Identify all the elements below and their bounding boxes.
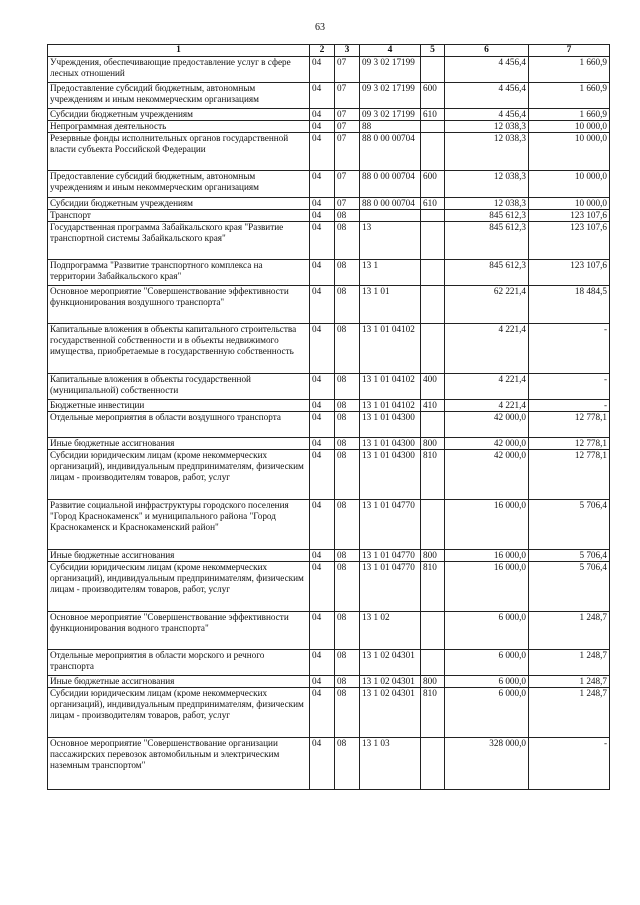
table-row: [48, 260, 610, 286]
item-name: Отдельные мероприятия в области воздушного транспорта: [48, 412, 310, 438]
expense-type-code: [421, 324, 445, 374]
amount-2019: 42 000,0: [445, 412, 529, 438]
subsection-code: 08: [335, 676, 360, 688]
section-code: 04: [310, 133, 335, 171]
table-row: [48, 688, 610, 738]
table-row: [48, 438, 610, 450]
table-row: [48, 83, 610, 109]
expense-type-code: [421, 286, 445, 324]
amount-2019: 4 456,4: [445, 109, 529, 121]
target-code: 88 0 00 00704: [360, 171, 421, 198]
section-code: 04: [310, 650, 335, 676]
expense-type-code: [421, 210, 445, 222]
subsection-code: 07: [335, 121, 360, 133]
item-name: Государственная программа Забайкальского края "Развитие транспортной системы Забайкальского края": [48, 222, 310, 260]
item-name: Резервные фонды исполнительных органов государственной власти субъекта Российской Федерации: [48, 133, 310, 171]
amount-2019: 845 612,3: [445, 222, 529, 260]
amount-2020: 18 484,5: [529, 286, 610, 324]
target-code: 09 3 02 17199: [360, 83, 421, 109]
section-code: 04: [310, 562, 335, 612]
section-code: 04: [310, 324, 335, 374]
target-code: 13 1 01 04770: [360, 500, 421, 550]
section-code: 04: [310, 438, 335, 450]
item-name: Основное мероприятие "Совершенствование организации пассажирских перевозок автомобильным и электрическим наземным транспортом": [48, 738, 310, 790]
table-row: [48, 450, 610, 500]
expense-type-code: [421, 738, 445, 790]
expense-type-code: [421, 412, 445, 438]
section-code: 04: [310, 500, 335, 550]
amount-2019: 4 456,4: [445, 83, 529, 109]
item-name: Иные бюджетные ассигнования: [48, 676, 310, 688]
col-header: 5: [421, 45, 445, 57]
amount-2020: 123 107,6: [529, 260, 610, 286]
target-code: 88 0 00 00704: [360, 133, 421, 171]
table-row: [48, 198, 610, 210]
table-row: [48, 562, 610, 612]
expense-type-code: [421, 260, 445, 286]
item-name: Иные бюджетные ассигнования: [48, 438, 310, 450]
expense-type-code: 810: [421, 688, 445, 738]
subsection-code: 07: [335, 83, 360, 109]
item-name: Учреждения, обеспечивающие предоставление услуг в сфере лесных отношений: [48, 57, 310, 83]
item-name: Субсидии юридическим лицам (кроме некоммерческих организаций), индивидуальным предпринимателям, физическим лицам - производителям товаров, работ, услуг: [48, 688, 310, 738]
section-code: 04: [310, 374, 335, 400]
item-name: Основное мероприятие "Совершенствование эффективности функционирования воздушного транспорта": [48, 286, 310, 324]
section-code: 04: [310, 550, 335, 562]
expense-type-code: [421, 133, 445, 171]
target-code: [360, 210, 421, 222]
amount-2020: 1 248,7: [529, 688, 610, 738]
amount-2019: 6 000,0: [445, 650, 529, 676]
subsection-code: 07: [335, 171, 360, 198]
subsection-code: 08: [335, 400, 360, 412]
item-name: Непрограммная деятельность: [48, 121, 310, 133]
table-row: [48, 738, 610, 790]
item-name: Отдельные мероприятия в области морского и речного транспорта: [48, 650, 310, 676]
expense-type-code: [421, 612, 445, 650]
table-row: [48, 676, 610, 688]
page-number: 63: [315, 22, 325, 33]
item-name: Субсидии юридическим лицам (кроме некоммерческих организаций), индивидуальным предпринимателям, физическим лицам - производителям товаров, работ, услуг: [48, 450, 310, 500]
item-name: Развитие социальной инфраструктуры городского поселения "Город Краснокаменск" и муниципального района "Город Краснокаменск и Краснокаменский район": [48, 500, 310, 550]
col-header: 2: [310, 45, 335, 57]
section-code: 04: [310, 450, 335, 500]
subsection-code: 07: [335, 109, 360, 121]
amount-2020: -: [529, 400, 610, 412]
expense-type-code: 810: [421, 450, 445, 500]
amount-2020: 12 778,1: [529, 412, 610, 438]
subsection-code: 08: [335, 450, 360, 500]
subsection-code: 08: [335, 612, 360, 650]
section-code: 04: [310, 688, 335, 738]
expense-type-code: 800: [421, 438, 445, 450]
section-code: 04: [310, 738, 335, 790]
amount-2019: 42 000,0: [445, 438, 529, 450]
budget-table: [47, 44, 610, 790]
subsection-code: 08: [335, 374, 360, 400]
subsection-code: 08: [335, 550, 360, 562]
target-code: 13 1 02 04301: [360, 676, 421, 688]
amount-2019: 16 000,0: [445, 500, 529, 550]
table-row: [48, 171, 610, 198]
table-row: [48, 500, 610, 550]
subsection-code: 08: [335, 286, 360, 324]
amount-2020: -: [529, 374, 610, 400]
table-row: [48, 400, 610, 412]
amount-2020: 1 248,7: [529, 676, 610, 688]
target-code: 09 3 02 17199: [360, 57, 421, 83]
target-code: 09 3 02 17199: [360, 109, 421, 121]
subsection-code: 07: [335, 198, 360, 210]
item-name: Субсидии бюджетным учреждениям: [48, 198, 310, 210]
target-code: 13 1 02: [360, 612, 421, 650]
table-row: [48, 286, 610, 324]
item-name: Предоставление субсидий бюджетным, автономным учреждениям и иным некоммерческим организациям: [48, 171, 310, 198]
amount-2020: 12 778,1: [529, 450, 610, 500]
table-row: [48, 109, 610, 121]
amount-2020: 10 000,0: [529, 171, 610, 198]
section-code: 04: [310, 83, 335, 109]
amount-2019: 6 000,0: [445, 612, 529, 650]
table-body: [48, 57, 610, 790]
amount-2019: 62 221,4: [445, 286, 529, 324]
header-row: [48, 45, 610, 57]
amount-2019: 845 612,3: [445, 210, 529, 222]
item-name: Иные бюджетные ассигнования: [48, 550, 310, 562]
amount-2020: 123 107,6: [529, 210, 610, 222]
target-code: 13 1 01: [360, 286, 421, 324]
subsection-code: 08: [335, 324, 360, 374]
section-code: 04: [310, 121, 335, 133]
subsection-code: 08: [335, 738, 360, 790]
subsection-code: 08: [335, 650, 360, 676]
col-header: 4: [360, 45, 421, 57]
expense-type-code: 800: [421, 676, 445, 688]
target-code: 13: [360, 222, 421, 260]
table-row: [48, 222, 610, 260]
expense-type-code: 600: [421, 171, 445, 198]
amount-2019: 328 000,0: [445, 738, 529, 790]
section-code: 04: [310, 198, 335, 210]
target-code: 13 1 03: [360, 738, 421, 790]
target-code: 13 1 01 04300: [360, 438, 421, 450]
amount-2019: 4 221,4: [445, 400, 529, 412]
target-code: 88: [360, 121, 421, 133]
table-row: [48, 57, 610, 83]
subsection-code: 08: [335, 260, 360, 286]
target-code: 13 1 01 04770: [360, 562, 421, 612]
amount-2020: 10 000,0: [529, 198, 610, 210]
subsection-code: 07: [335, 57, 360, 83]
amount-2020: 1 248,7: [529, 650, 610, 676]
target-code: 13 1 01 04102: [360, 374, 421, 400]
amount-2019: 16 000,0: [445, 550, 529, 562]
target-code: 13 1: [360, 260, 421, 286]
expense-type-code: [421, 650, 445, 676]
target-code: 13 1 01 04300: [360, 412, 421, 438]
expense-type-code: 600: [421, 83, 445, 109]
section-code: 04: [310, 57, 335, 83]
table-row: [48, 550, 610, 562]
section-code: 04: [310, 286, 335, 324]
amount-2020: 5 706,4: [529, 562, 610, 612]
item-name: Основное мероприятие "Совершенствование эффективности функционирования водного транспорта": [48, 612, 310, 650]
amount-2019: 12 038,3: [445, 121, 529, 133]
subsection-code: 08: [335, 210, 360, 222]
target-code: 88 0 00 00704: [360, 198, 421, 210]
item-name: Капитальные вложения в объекты капитального строительства государственной собственности и в объекты недвижимого имущества, приобретаемые в государственную собственность: [48, 324, 310, 374]
amount-2019: 42 000,0: [445, 450, 529, 500]
amount-2020: 12 778,1: [529, 438, 610, 450]
table-row: [48, 374, 610, 400]
amount-2020: 1 248,7: [529, 612, 610, 650]
subsection-code: 08: [335, 688, 360, 738]
item-name: Предоставление субсидий бюджетным, автономным учреждениям и иным некоммерческим организациям: [48, 83, 310, 109]
table-row: [48, 412, 610, 438]
subsection-code: 08: [335, 438, 360, 450]
amount-2019: 12 038,3: [445, 133, 529, 171]
expense-type-code: 800: [421, 550, 445, 562]
amount-2019: 6 000,0: [445, 676, 529, 688]
col-header: 1: [48, 45, 310, 57]
col-header: 3: [335, 45, 360, 57]
amount-2019: 12 038,3: [445, 198, 529, 210]
item-name: Подпрограмма "Развитие транспортного комплекса на территории Забайкальского края": [48, 260, 310, 286]
amount-2019: 4 221,4: [445, 374, 529, 400]
section-code: 04: [310, 612, 335, 650]
item-name: Бюджетные инвестиции: [48, 400, 310, 412]
item-name: Транспорт: [48, 210, 310, 222]
section-code: 04: [310, 171, 335, 198]
expense-type-code: [421, 57, 445, 83]
section-code: 04: [310, 260, 335, 286]
amount-2020: 5 706,4: [529, 500, 610, 550]
subsection-code: 08: [335, 412, 360, 438]
subsection-code: 08: [335, 222, 360, 260]
expense-type-code: 410: [421, 400, 445, 412]
item-name: Капитальные вложения в объекты государственной (муниципальной) собственности: [48, 374, 310, 400]
col-header: 6: [445, 45, 529, 57]
expense-type-code: 810: [421, 562, 445, 612]
subsection-code: 07: [335, 133, 360, 171]
amount-2019: 4 221,4: [445, 324, 529, 374]
amount-2020: 10 000,0: [529, 133, 610, 171]
target-code: 13 1 01 04102: [360, 400, 421, 412]
subsection-code: 08: [335, 500, 360, 550]
amount-2019: 16 000,0: [445, 562, 529, 612]
amount-2019: 4 456,4: [445, 57, 529, 83]
table-row: [48, 650, 610, 676]
table-row: [48, 121, 610, 133]
section-code: 04: [310, 400, 335, 412]
target-code: 13 1 01 04770: [360, 550, 421, 562]
target-code: 13 1 01 04300: [360, 450, 421, 500]
amount-2020: -: [529, 738, 610, 790]
expense-type-code: 610: [421, 198, 445, 210]
amount-2019: 6 000,0: [445, 688, 529, 738]
table-row: [48, 133, 610, 171]
amount-2019: 845 612,3: [445, 260, 529, 286]
table-row: [48, 324, 610, 374]
section-code: 04: [310, 210, 335, 222]
amount-2020: -: [529, 324, 610, 374]
target-code: 13 1 01 04102: [360, 324, 421, 374]
expense-type-code: [421, 222, 445, 260]
target-code: 13 1 02 04301: [360, 688, 421, 738]
expense-type-code: 400: [421, 374, 445, 400]
item-name: Субсидии бюджетным учреждениям: [48, 109, 310, 121]
amount-2019: 12 038,3: [445, 171, 529, 198]
amount-2020: 123 107,6: [529, 222, 610, 260]
amount-2020: 10 000,0: [529, 121, 610, 133]
expense-type-code: [421, 121, 445, 133]
col-header: 7: [529, 45, 610, 57]
amount-2020: 5 706,4: [529, 550, 610, 562]
amount-2020: 1 660,9: [529, 109, 610, 121]
expense-type-code: [421, 500, 445, 550]
section-code: 04: [310, 109, 335, 121]
item-name: Субсидии юридическим лицам (кроме некоммерческих организаций), индивидуальным предпринимателям, физическим лицам - производителям товаров, работ, услуг: [48, 562, 310, 612]
section-code: 04: [310, 676, 335, 688]
table-row: [48, 612, 610, 650]
amount-2020: 1 660,9: [529, 83, 610, 109]
target-code: 13 1 02 04301: [360, 650, 421, 676]
expense-type-code: 610: [421, 109, 445, 121]
section-code: 04: [310, 222, 335, 260]
section-code: 04: [310, 412, 335, 438]
amount-2020: 1 660,9: [529, 57, 610, 83]
table-row: [48, 210, 610, 222]
subsection-code: 08: [335, 562, 360, 612]
